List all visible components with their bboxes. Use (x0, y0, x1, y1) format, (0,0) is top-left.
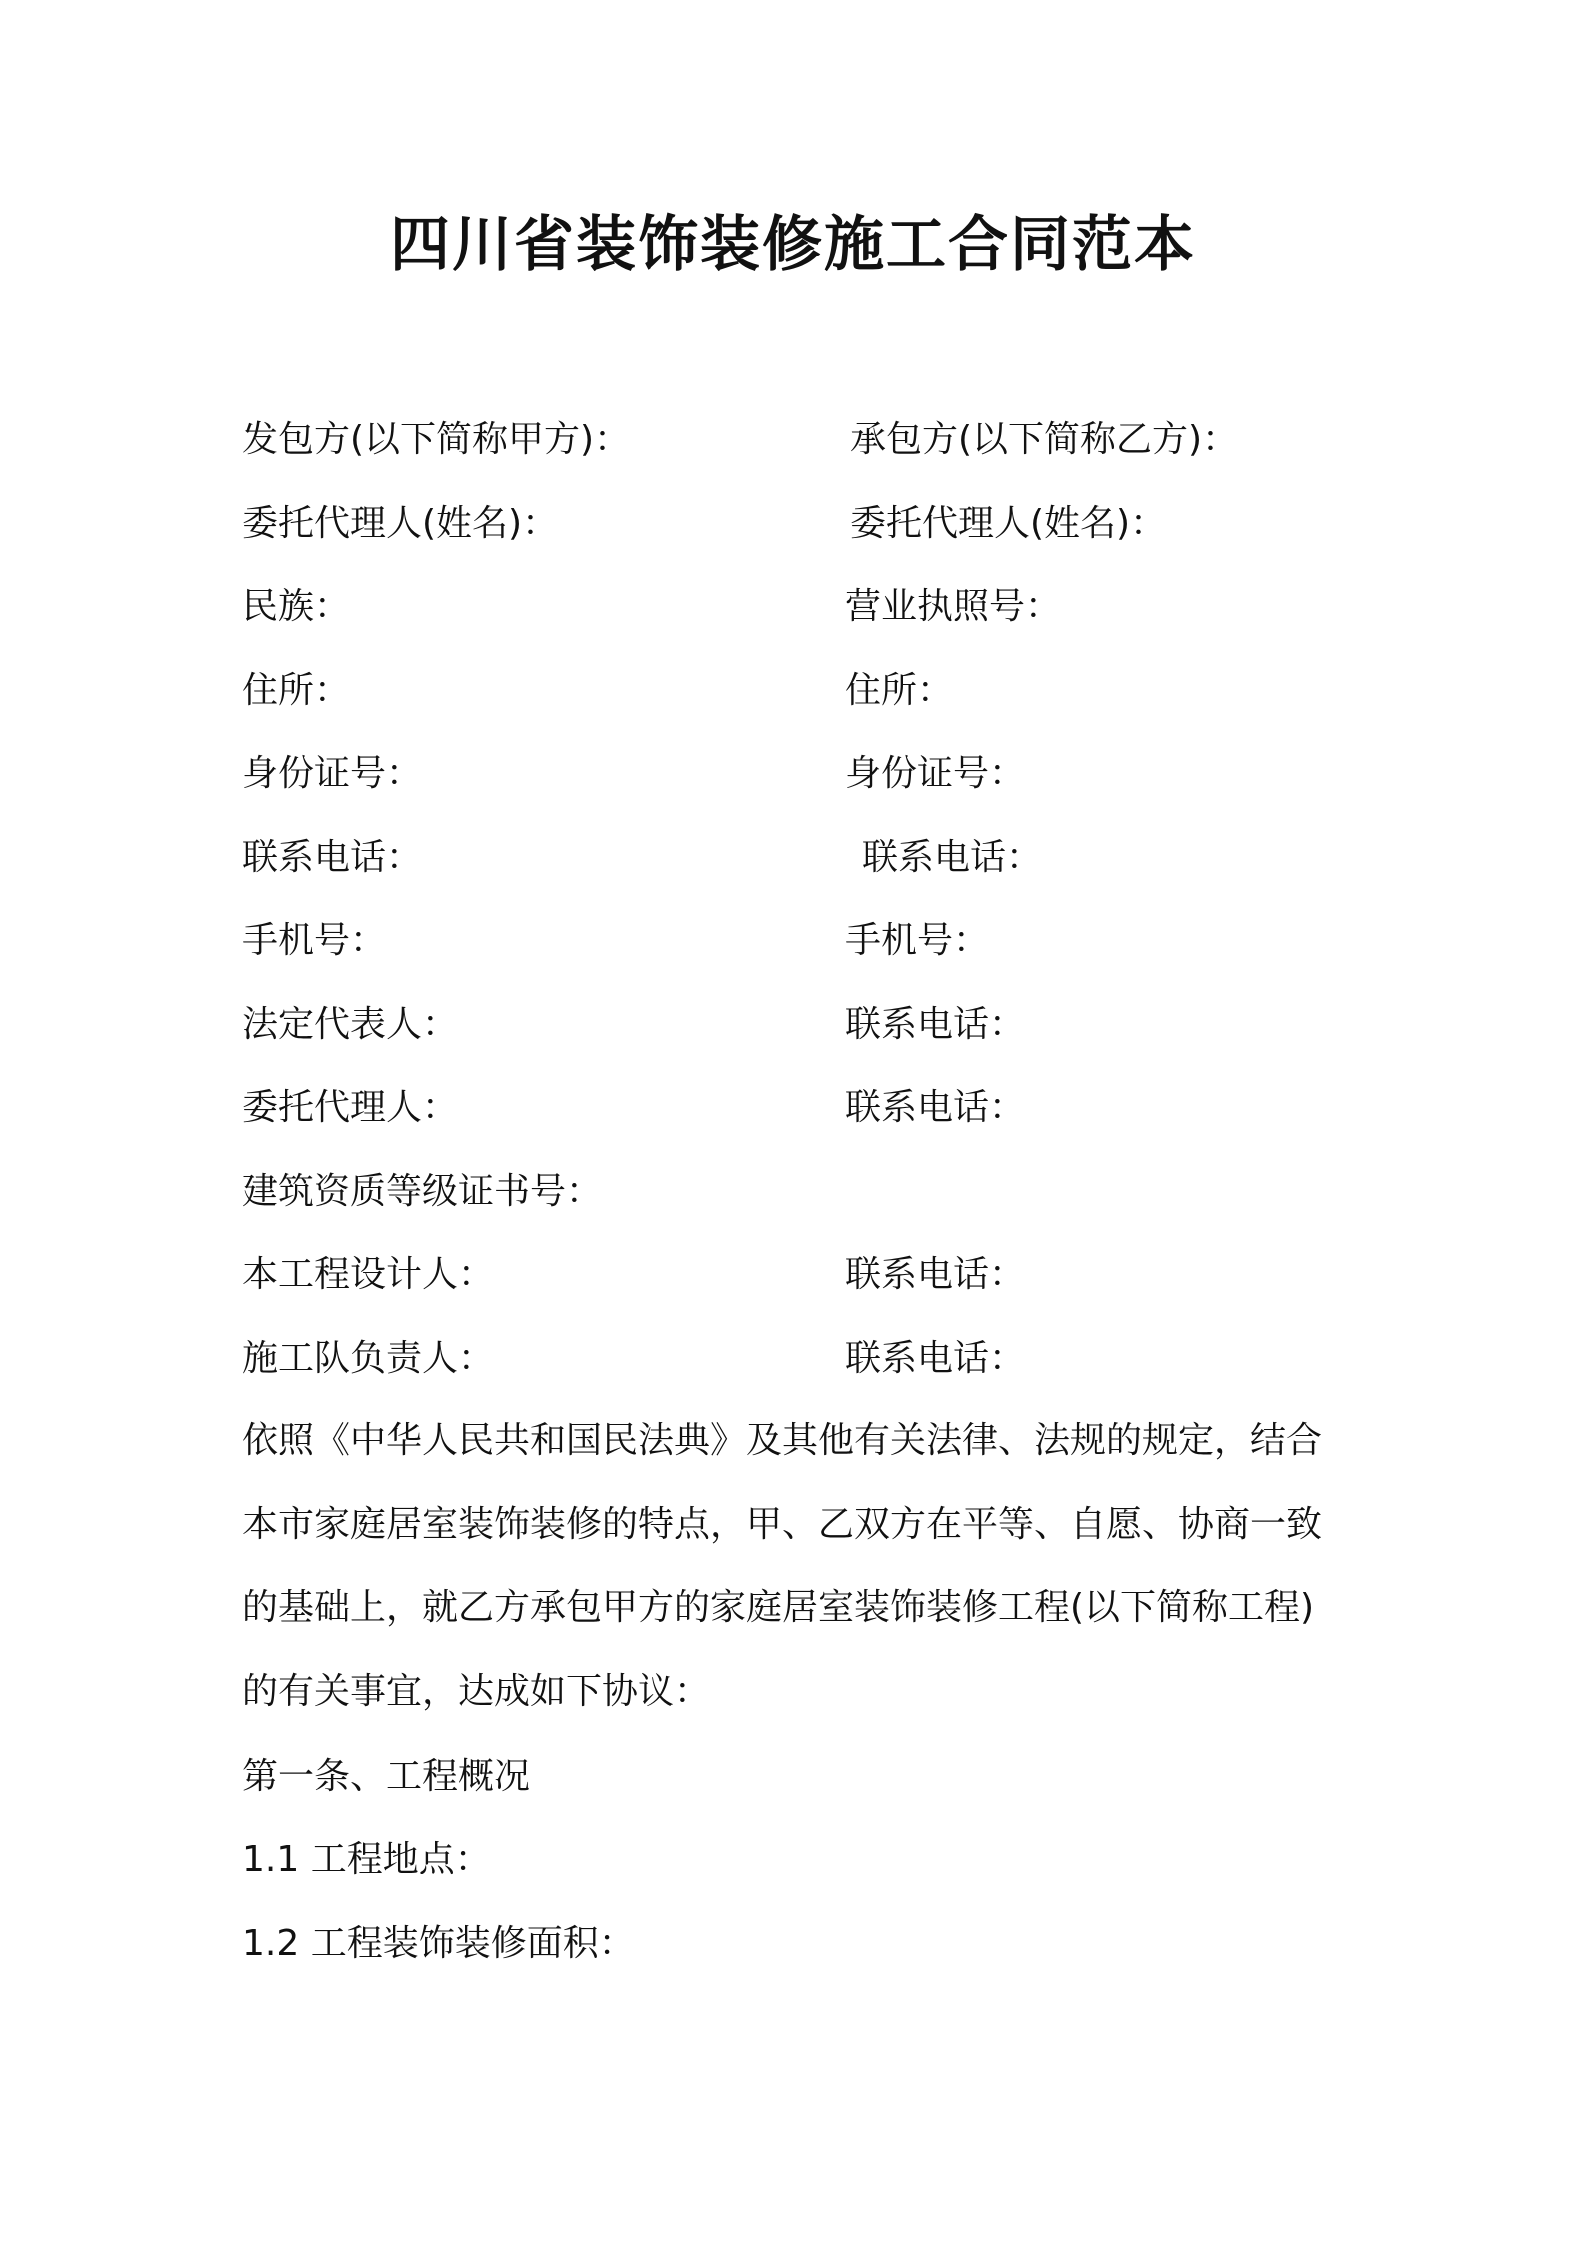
party-b-field: 联系电话： (845, 1004, 1026, 1045)
party-row (0, 410, 1586, 470)
party-row (0, 577, 1586, 637)
party-a-field: 身份证号： (242, 753, 423, 794)
party-a-field: 施工队负责人： (242, 1338, 495, 1379)
preamble-line: 的有关事宜，达成如下协议： (242, 1670, 711, 1712)
party-a-field: 本工程设计人： (242, 1254, 495, 1295)
preamble-line: 依照《中华人民共和国民法典》及其他有关法律、法规的规定，结合 (242, 1420, 1323, 1461)
party-a-field: 建筑资质等级证书号： (242, 1171, 603, 1212)
clause-item: 1.1 工程地点： (242, 1839, 491, 1880)
party-a-field: 民族： (242, 586, 351, 627)
party-row (0, 661, 1586, 721)
article-heading: 第一条、工程概况 (242, 1756, 531, 1797)
party-a-field: 发包方(以下简称甲方)： (242, 419, 631, 460)
document-title: 四川省装饰装修施工合同范本 (390, 210, 1196, 280)
party-a-field: 联系电话： (242, 837, 423, 878)
party-b-field: 身份证号： (845, 753, 1026, 794)
party-row (0, 1329, 1586, 1389)
party-row (0, 1162, 1586, 1222)
party-b-field: 联系电话： (845, 1254, 1026, 1295)
party-row (0, 1245, 1586, 1305)
party-b-field: 委托代理人(姓名)： (850, 503, 1167, 544)
party-row (0, 828, 1586, 888)
party-row (0, 1078, 1586, 1138)
party-b-field: 联系电话： (845, 1338, 1026, 1379)
party-a-field: 委托代理人(姓名)： (242, 503, 559, 544)
party-b-field: 手机号： (845, 920, 990, 961)
preamble-paragraph (242, 1399, 1362, 1733)
party-a-field: 住所： (242, 670, 351, 711)
clause-item: 1.2 工程装饰装修面积： (242, 1923, 635, 1964)
party-b-field: 联系电话： (862, 837, 1043, 878)
party-row (0, 494, 1586, 554)
party-b-field: 承包方(以下简称乙方)： (850, 419, 1239, 460)
party-row (0, 744, 1586, 804)
party-b-field: 住所： (845, 670, 954, 711)
party-row (0, 911, 1586, 971)
party-row (0, 995, 1586, 1055)
party-b-field: 营业执照号： (845, 586, 1062, 627)
party-a-field: 委托代理人： (242, 1087, 459, 1128)
party-a-field: 法定代表人： (242, 1004, 459, 1045)
party-b-field: 联系电话： (845, 1087, 1026, 1128)
preamble-line: 本市家庭居室装饰装修的特点，甲、乙双方在平等、自愿、协商一致 (242, 1503, 1323, 1545)
party-a-field: 手机号： (242, 920, 387, 961)
preamble-line: 的基础上，就乙方承包甲方的家庭居室装饰装修工程(以下简称工程) (242, 1587, 1315, 1628)
